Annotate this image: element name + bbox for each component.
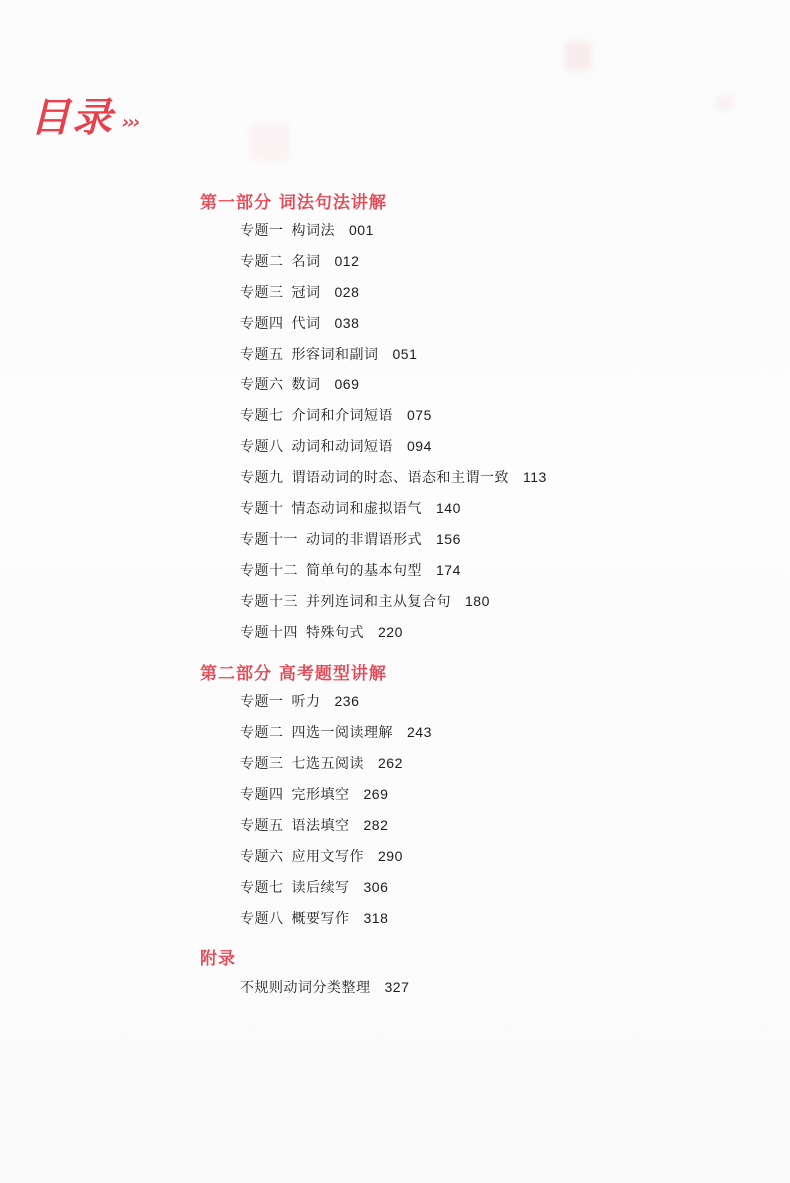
toc-item[interactable] — [240, 313, 359, 333]
toc-item-page: 243 — [407, 724, 432, 740]
toc-item-number: 专题六 — [240, 377, 284, 393]
toc-item-number: 专题七 — [240, 880, 284, 896]
toc-item-name: 简单句的基本句型 — [306, 563, 422, 579]
toc-item-page: 094 — [407, 438, 432, 454]
toc-item-number: 专题二 — [240, 254, 284, 270]
toc-item-page: 269 — [363, 786, 389, 802]
toc-item-number: 专题六 — [240, 849, 284, 865]
toc-item-page: 180 — [465, 593, 490, 609]
toc-item-number: 专题十一 — [240, 532, 298, 548]
toc-item[interactable] — [240, 877, 388, 897]
toc-item-number: 专题八 — [240, 911, 284, 927]
scan-smudge — [565, 42, 591, 70]
toc-item-name: 动词和动词短语 — [291, 439, 393, 455]
toc-item-page: 140 — [436, 500, 461, 516]
toc-item-page: 318 — [363, 910, 389, 926]
toc-item-name: 动词的非谓语形式 — [306, 532, 422, 548]
toc-item-number: 专题二 — [240, 725, 284, 741]
section-title-part2: 第二部分 高考题型讲解 — [200, 664, 387, 684]
toc-item-name: 四选一阅读理解 — [291, 725, 393, 741]
toc-item-page: 069 — [334, 376, 360, 392]
toc-item[interactable] — [240, 908, 388, 928]
toc-item-number: 专题一 — [240, 694, 284, 710]
toc-item-number: 专题七 — [240, 408, 284, 424]
toc-item[interactable] — [240, 753, 403, 773]
toc-item-name: 数词 — [291, 377, 321, 393]
toc-item-page: 028 — [334, 284, 360, 300]
toc-item-page: 038 — [334, 315, 360, 331]
toc-item[interactable] — [240, 498, 461, 518]
toc-item-number: 专题十三 — [240, 594, 298, 610]
toc-item-name: 语法填空 — [291, 818, 350, 834]
toc-item-number: 专题十 — [240, 501, 284, 517]
toc-item[interactable] — [240, 722, 432, 742]
toc-item-name: 完形填空 — [291, 787, 350, 803]
toc-item-number: 专题四 — [240, 316, 284, 332]
toc-item-page: 051 — [392, 346, 418, 362]
toc-title: 目录 — [30, 95, 114, 141]
toc-item-number: 专题三 — [240, 285, 284, 301]
toc-item-page: 075 — [407, 407, 432, 423]
toc-item[interactable] — [240, 344, 417, 364]
toc-item-name: 并列连词和主从复合句 — [306, 594, 451, 610]
toc-item-number: 专题四 — [240, 787, 284, 803]
toc-item[interactable] — [240, 467, 547, 487]
toc-item-page: 001 — [349, 222, 374, 238]
toc-item-name: 冠词 — [291, 285, 321, 301]
toc-item-page: 113 — [523, 469, 547, 485]
toc-item-name: 代词 — [291, 316, 321, 332]
toc-item[interactable] — [240, 220, 374, 240]
toc-item-page: 290 — [378, 848, 403, 864]
toc-item-number: 专题十二 — [240, 563, 298, 579]
toc-item-number: 专题十四 — [240, 625, 298, 641]
toc-item-name: 特殊句式 — [306, 625, 364, 641]
toc-item-name: 不规则动词分类整理 — [240, 980, 371, 996]
toc-item[interactable] — [240, 622, 403, 642]
toc-item-name: 形容词和副词 — [291, 347, 379, 363]
toc-item[interactable] — [240, 436, 432, 456]
toc-item[interactable] — [240, 374, 359, 394]
toc-item-name: 听力 — [291, 694, 321, 710]
toc-item-number: 专题九 — [240, 470, 284, 486]
toc-item-page: 327 — [384, 979, 410, 995]
toc-item-name: 介词和介词短语 — [291, 408, 393, 424]
toc-item-name: 应用文写作 — [291, 849, 364, 865]
toc-arrows-decoration: ››› — [122, 112, 139, 133]
toc-item-page: 220 — [378, 624, 403, 640]
toc-item-number: 专题一 — [240, 223, 284, 239]
toc-item-page: 306 — [363, 879, 389, 895]
toc-item-name: 构词法 — [291, 223, 335, 239]
toc-item[interactable] — [240, 815, 388, 835]
toc-item-name: 情态动词和虚拟语气 — [291, 501, 422, 517]
toc-item[interactable] — [240, 784, 388, 804]
toc-item-number: 专题五 — [240, 347, 284, 363]
toc-item-number: 专题三 — [240, 756, 284, 772]
toc-item-name: 谓语动词的时态、语态和主谓一致 — [291, 470, 509, 486]
toc-heading — [30, 96, 138, 140]
scan-smudge — [250, 125, 290, 161]
toc-item-page: 012 — [334, 253, 360, 269]
toc-item[interactable] — [240, 691, 359, 711]
toc-item[interactable] — [240, 977, 409, 997]
toc-item-name: 名词 — [291, 254, 321, 270]
toc-item-page: 156 — [436, 531, 461, 547]
section-title-part1: 第一部分 词法句法讲解 — [200, 193, 387, 213]
toc-item[interactable] — [240, 282, 359, 302]
toc-item[interactable] — [240, 405, 432, 425]
toc-item-name: 概要写作 — [291, 911, 350, 927]
section-title-appendix: 附录 — [200, 949, 236, 969]
toc-item[interactable] — [240, 846, 403, 866]
toc-item[interactable] — [240, 591, 490, 611]
toc-item-name: 读后续写 — [291, 880, 350, 896]
toc-item[interactable] — [240, 251, 359, 271]
toc-item[interactable] — [240, 529, 461, 549]
toc-item-page: 236 — [334, 693, 360, 709]
toc-item-page: 174 — [436, 562, 461, 578]
toc-item-page: 262 — [378, 755, 403, 771]
scan-smudge — [717, 96, 733, 110]
toc-item-number: 专题八 — [240, 439, 284, 455]
toc-item-number: 专题五 — [240, 818, 284, 834]
toc-item[interactable] — [240, 560, 461, 580]
toc-item-name: 七选五阅读 — [291, 756, 364, 772]
toc-item-page: 282 — [363, 817, 389, 833]
